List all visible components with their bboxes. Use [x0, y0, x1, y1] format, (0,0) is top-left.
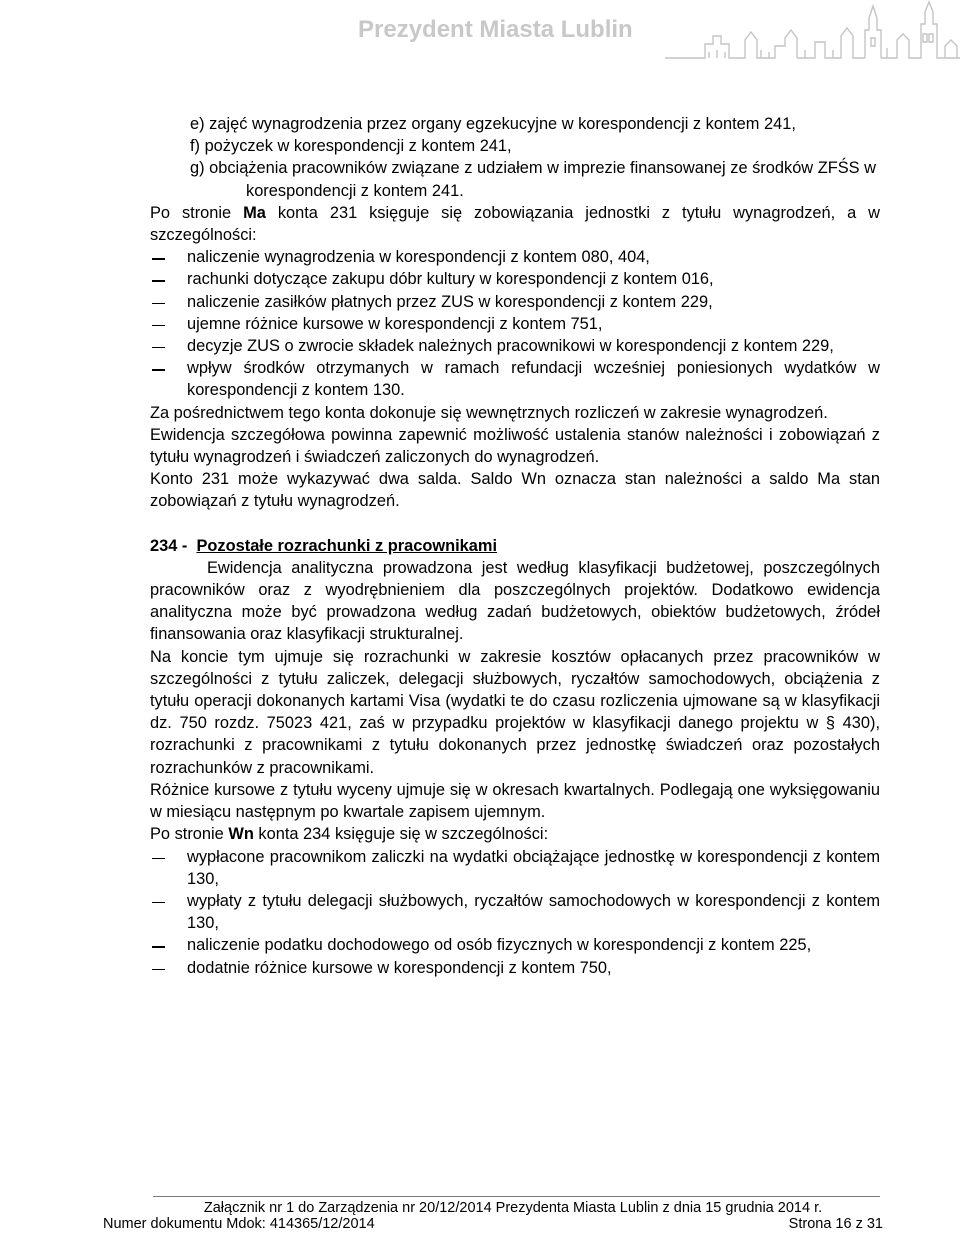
- list-item: wypłaty z tytułu delegacji służbowych, ryczałtów samochodowych w korespondencji z kontem 130,: [187, 891, 880, 933]
- ma-bold: Ma: [243, 203, 266, 222]
- paragraph-analytical-records: Ewidencja analityczna prowadzona jest według klasyfikacji budżetowej, poszczególnych pracowników oraz z wyodrębnieniem dla poszczególnych projektów. Dodatkowo ewidencja analityczna może być prowadzona według zadań budżetowych, obiektów budżetowych, źródeł finansowania oraz klasyfikacji strukturalnej.: [150, 558, 880, 644]
- list-item-e: e) zajęć wynagrodzenia przez organy egzekucyjne w korespondencji z kontem 241,: [190, 115, 796, 133]
- page-header-title: Prezydent Miasta Lublin: [358, 16, 633, 43]
- city-skyline-icon: [665, 0, 960, 66]
- list-item: naliczenie wynagrodzenia w korespondencji z kontem 080, 404,: [187, 248, 650, 267]
- list-item-f: f) pożyczek w korespondencji z kontem 241,: [190, 137, 512, 156]
- ma-items-list: [150, 246, 880, 401]
- footer-meta: [103, 1216, 883, 1232]
- list-item: naliczenie podatku dochodowego od osób fizycznych w korespondencji z kontem 225,: [187, 936, 812, 955]
- list-continuation: [150, 113, 880, 202]
- list-item: decyzje ZUS o zwrocie składek należnych pracownikowi w korespondencji z kontem 229,: [187, 337, 834, 356]
- paragraph-settlements-scope: Na koncie tym ujmuje się rozrachunki w zakresie kosztów opłacanych przez pracowników w szczególności z tytułu zaliczek, delegacji służbowych, ryczałtów samochodowych, obciążenia z tytułu operacji dokonanych kartami Visa (wydatki te do czasu rozliczenia ujmowane są w klasyfikacji dz. 750 rozdz. 75023 421, zaś w przypadku projektów w klasyfikacji danego projektu w § 430), rozrachunki z pracownikami z tytułu dokonanych przez jednostkę świadczeń oraz pozostałych rozrachunków z pracownikami.: [150, 647, 880, 777]
- list-item: wpływ środków otrzymanych w ramach refundacji wcześniej poniesionych wydatków w korespondencji z kontem 130.: [187, 359, 880, 400]
- paragraph-balances: Konto 231 może wykazywać dwa salda. Saldo Wn oznacza stan należności a saldo Ma stan zobowiązań z tytułu wynagrodzeń.: [150, 470, 880, 511]
- wn-items-list: [150, 846, 880, 979]
- wn-intro: Po stronie Wn konta 234 księguje się w szczególności:: [150, 825, 549, 844]
- list-item: rachunki dotyczące zakupu dóbr kultury w korespondencji z kontem 016,: [187, 270, 714, 289]
- list-item: ujemne różnice kursowe w korespondencji z kontem 751,: [187, 314, 603, 333]
- section-heading-234: 234 - Pozostałe rozrachunki z pracownikami: [150, 536, 498, 555]
- list-item: dodatnie różnice kursowe w korespondencji z kontem 750,: [187, 958, 612, 977]
- footer-divider: [153, 1196, 880, 1197]
- ma-intro: Po stronie Ma konta 231 księguje się zobowiązania jednostki z tytułu wynagrodzeń, a w szczególności:: [150, 203, 880, 245]
- wn-bold: Wn: [228, 825, 254, 844]
- footer-attachment-note: Załącznik nr 1 do Zarządzenia nr 20/12/2014 Prezydenta Miasta Lublin z dnia 15 grudnia 2014 r.: [203, 1200, 823, 1216]
- paragraph-exchange-differences: Różnice kursowe z tytułu wyceny ujmuje się w okresach kwartalnych. Podlegają one wyksięgowaniu w miesiącu następnym po kwartale zapisem ujemnym.: [150, 780, 880, 822]
- list-item-g: g) obciążenia pracowników związane z udziałem w imprezie finansowanej ze środków ZFŚS w korespondencji z kontem 241.: [190, 159, 876, 200]
- list-item: naliczenie zasiłków płatnych przez ZUS w korespondencji z kontem 229,: [187, 292, 713, 311]
- paragraph-detailed-records: Ewidencja szczegółowa powinna zapewnić możliwość ustalenia stanów należności i zobowiązań z tytułu wynagrodzeń i świadczeń zaliczonych do wynagrodzeń.: [150, 425, 880, 467]
- document-body: [150, 113, 880, 979]
- paragraph-internal-settlements: Za pośrednictwem tego konta dokonuje się wewnętrznych rozliczeń w zakresie wynagrodzeń.: [150, 403, 828, 422]
- page-number: Strona 16 z 31: [788, 1216, 883, 1232]
- document-number: Numer dokumentu Mdok: 414365/12/2014: [103, 1216, 375, 1232]
- list-item: wypłacone pracownikom zaliczki na wydatki obciążające jednostkę w korespondencji z kontem 130,: [187, 847, 880, 888]
